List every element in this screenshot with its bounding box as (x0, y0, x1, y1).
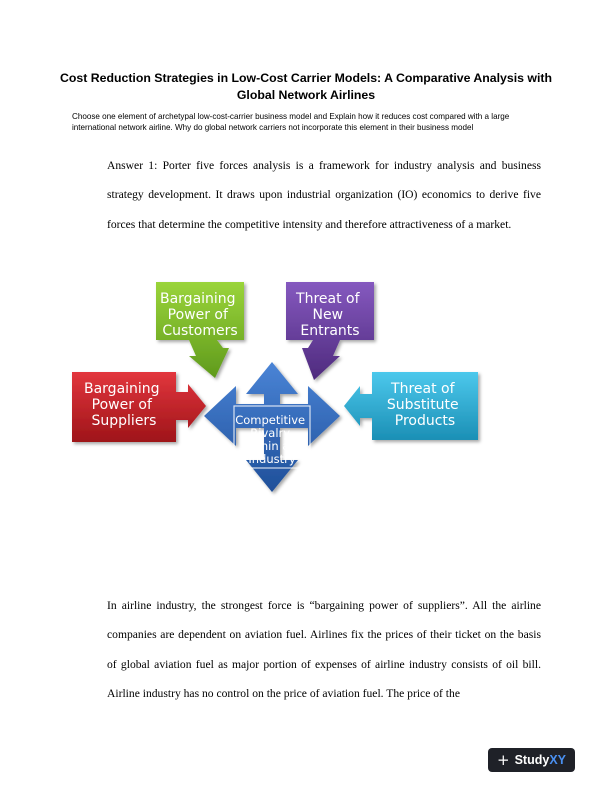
customers-line-1: Bargaining (159, 291, 236, 307)
svg-text:Bargaining Power of Su (84, 381, 164, 429)
plus-icon: + (497, 750, 510, 769)
customers-line-2: Power of (167, 307, 228, 323)
answer-intro-paragraph: Answer 1: Porter five forces analysis is a framework for industry analysis and business strategy development. It draws upon industrial organization (IO) economics to derive five forces that determine the competitive intensity and therefore attractiveness of a market. (107, 159, 541, 231)
svg-text:Competitive Rivalry wi (235, 413, 309, 466)
porter-five-forces-diagram (64, 270, 548, 520)
substitutes-line-3: Products (394, 413, 456, 429)
substitutes-line-1: Threat of (391, 381, 455, 397)
substitutes-line-2: Substitute (386, 397, 459, 413)
entrants-line-2: New (312, 307, 344, 323)
studyxy-logo-badge[interactable] (488, 748, 575, 772)
suppliers-line-3: Suppliers (91, 413, 157, 429)
entrants-line-1: Threat of (296, 291, 360, 307)
brand-name-xy: XY (549, 753, 566, 767)
svg-text:Threat of Substitute P (387, 381, 463, 429)
suppliers-line-2: Power of (91, 397, 152, 413)
center-line-1: Competitive (235, 413, 306, 427)
svg-text:Bargaining Power of Cu (160, 291, 240, 339)
brand-name (515, 753, 566, 767)
body-paragraph: In airline industry, the strongest force is “bargaining power of suppliers”. All the airline companies are dependent on aviation fuel. Airlines fix the prices of their ticket on the basis of global aviation fuel as major portion of expenses of airline industry consists of oil bill. Airline industry has no control on the price of aviation fuel. The price of the (107, 599, 541, 700)
center-line-4: Industry (248, 452, 296, 466)
brand-name-study: Study (514, 753, 550, 767)
suppliers-line-1: Bargaining (83, 381, 160, 397)
entrants-line-3: Entrants (300, 323, 360, 339)
center-line-3: within an (243, 439, 297, 453)
customers-line-3: Customers (162, 323, 238, 339)
document-title: Cost Reduction Strategies in Low-Cost Carrier Models: A Comparative Analysis with Global Network Airlines (60, 71, 552, 102)
question-prompt: Choose one element of archetypal low-cost-carrier business model and Explain how it reduces cost compared with a large international network airline. Why do global network carriers not incorporate this element in their business model (72, 112, 510, 132)
center-line-2: Rivalry (250, 426, 291, 440)
